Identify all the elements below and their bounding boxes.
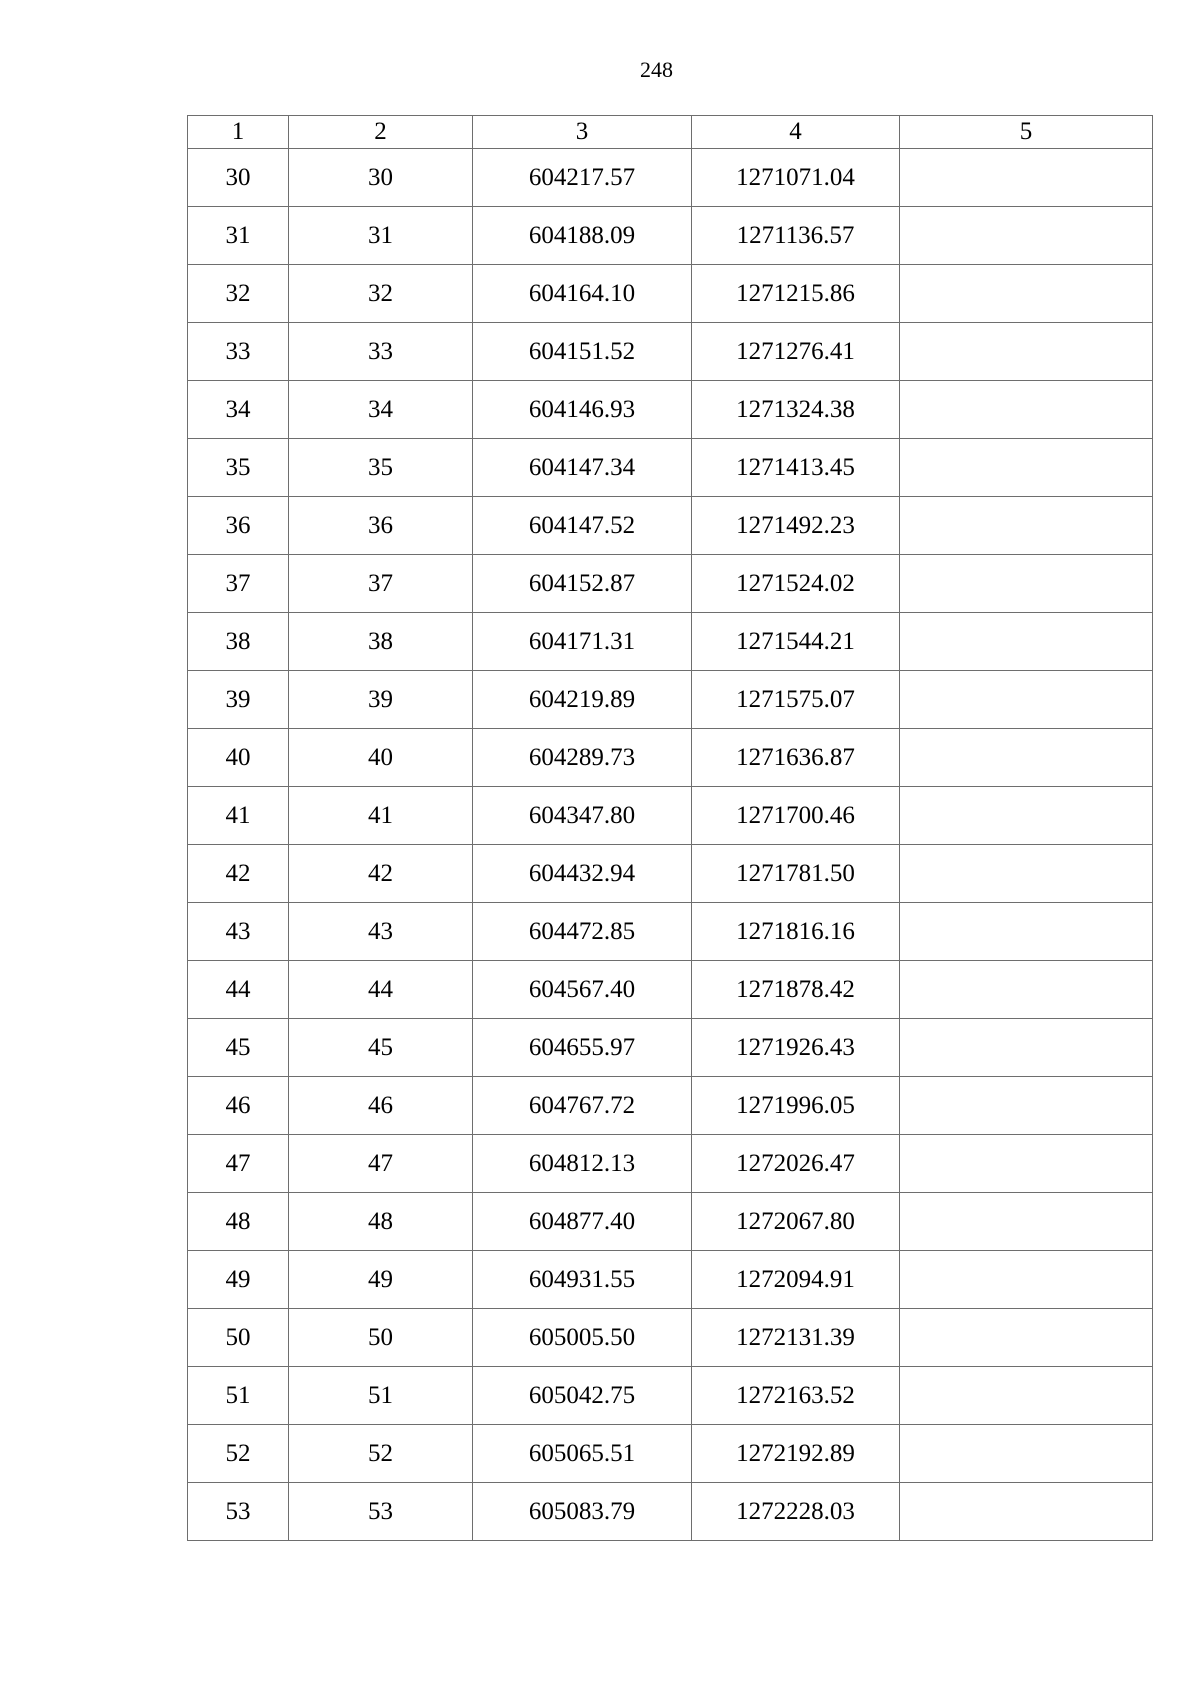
table-cell: 1272192.89 xyxy=(692,1425,900,1483)
table-cell xyxy=(900,1135,1153,1193)
table-cell xyxy=(900,961,1153,1019)
table-cell: 604655.97 xyxy=(473,1019,692,1077)
table-cell: 37 xyxy=(289,555,473,613)
table-cell xyxy=(900,497,1153,555)
table-cell: 32 xyxy=(289,265,473,323)
table-cell: 47 xyxy=(188,1135,289,1193)
table-cell: 605083.79 xyxy=(473,1483,692,1541)
table-header-row xyxy=(188,116,1153,149)
table-row xyxy=(188,1425,1153,1483)
table-cell: 50 xyxy=(289,1309,473,1367)
table-cell: 31 xyxy=(289,207,473,265)
table-row xyxy=(188,1193,1153,1251)
table-cell: 604147.52 xyxy=(473,497,692,555)
table-cell: 1271136.57 xyxy=(692,207,900,265)
table-cell: 1271996.05 xyxy=(692,1077,900,1135)
table-cell: 604151.52 xyxy=(473,323,692,381)
table-cell: 604472.85 xyxy=(473,903,692,961)
table-cell: 33 xyxy=(289,323,473,381)
table-cell: 1271492.23 xyxy=(692,497,900,555)
table-cell: 51 xyxy=(289,1367,473,1425)
table-cell: 41 xyxy=(188,787,289,845)
table-cell: 1272094.91 xyxy=(692,1251,900,1309)
table-cell: 49 xyxy=(188,1251,289,1309)
table-row xyxy=(188,1077,1153,1135)
table-cell: 45 xyxy=(289,1019,473,1077)
table-cell: 34 xyxy=(188,381,289,439)
table-cell: 1271071.04 xyxy=(692,149,900,207)
table-cell: 1271926.43 xyxy=(692,1019,900,1077)
table-row xyxy=(188,149,1153,207)
table-cell: 53 xyxy=(289,1483,473,1541)
table-cell: 604171.31 xyxy=(473,613,692,671)
table-cell xyxy=(900,1077,1153,1135)
table-row xyxy=(188,1483,1153,1541)
table-cell xyxy=(900,207,1153,265)
table-cell: 604931.55 xyxy=(473,1251,692,1309)
table-cell: 44 xyxy=(289,961,473,1019)
table-cell: 46 xyxy=(289,1077,473,1135)
table-cell: 1271816.16 xyxy=(692,903,900,961)
table-cell: 604347.80 xyxy=(473,787,692,845)
table-cell: 45 xyxy=(188,1019,289,1077)
table-cell xyxy=(900,1251,1153,1309)
table-cell: 37 xyxy=(188,555,289,613)
table-row xyxy=(188,1309,1153,1367)
table-cell xyxy=(900,671,1153,729)
table-cell: 39 xyxy=(289,671,473,729)
table-cell: 1271544.21 xyxy=(692,613,900,671)
table-row xyxy=(188,613,1153,671)
table-cell xyxy=(900,323,1153,381)
table-cell xyxy=(900,1193,1153,1251)
table-cell: 604767.72 xyxy=(473,1077,692,1135)
table-cell: 43 xyxy=(289,903,473,961)
page-number: 248 xyxy=(640,57,673,82)
table-cell: 1272026.47 xyxy=(692,1135,900,1193)
table-row xyxy=(188,323,1153,381)
table-cell: 35 xyxy=(188,439,289,497)
table-cell: 604877.40 xyxy=(473,1193,692,1251)
table-cell: 605042.75 xyxy=(473,1367,692,1425)
table-cell: 47 xyxy=(289,1135,473,1193)
table-cell: 46 xyxy=(188,1077,289,1135)
table-cell: 1272163.52 xyxy=(692,1367,900,1425)
table-cell: 604219.89 xyxy=(473,671,692,729)
table-cell: 1271700.46 xyxy=(692,787,900,845)
table-cell: 605005.50 xyxy=(473,1309,692,1367)
table-row xyxy=(188,1251,1153,1309)
table-cell: 33 xyxy=(188,323,289,381)
table-cell: 36 xyxy=(289,497,473,555)
table-row xyxy=(188,555,1153,613)
table-cell: 1271324.38 xyxy=(692,381,900,439)
table-cell: 52 xyxy=(188,1425,289,1483)
table-cell xyxy=(900,1309,1153,1367)
table-cell xyxy=(900,845,1153,903)
table-cell xyxy=(900,787,1153,845)
table-cell xyxy=(900,439,1153,497)
column-header: 2 xyxy=(289,116,473,149)
table-cell: 604188.09 xyxy=(473,207,692,265)
table-cell xyxy=(900,729,1153,787)
table-cell: 34 xyxy=(289,381,473,439)
table-cell: 604567.40 xyxy=(473,961,692,1019)
table-row xyxy=(188,845,1153,903)
table-cell: 604217.57 xyxy=(473,149,692,207)
table-cell: 1271215.86 xyxy=(692,265,900,323)
table-cell: 604147.34 xyxy=(473,439,692,497)
table-row xyxy=(188,729,1153,787)
table-cell: 53 xyxy=(188,1483,289,1541)
table-cell xyxy=(900,613,1153,671)
table-cell: 48 xyxy=(289,1193,473,1251)
table-cell: 40 xyxy=(188,729,289,787)
table-cell xyxy=(900,555,1153,613)
column-header: 5 xyxy=(900,116,1153,149)
table-cell: 35 xyxy=(289,439,473,497)
table-cell: 1272131.39 xyxy=(692,1309,900,1367)
table-row xyxy=(188,671,1153,729)
table-row xyxy=(188,265,1153,323)
table-cell: 38 xyxy=(289,613,473,671)
table-cell: 1271878.42 xyxy=(692,961,900,1019)
table-cell: 1271575.07 xyxy=(692,671,900,729)
table-cell: 48 xyxy=(188,1193,289,1251)
table-cell: 1271524.02 xyxy=(692,555,900,613)
table-row xyxy=(188,207,1153,265)
table-cell: 605065.51 xyxy=(473,1425,692,1483)
table-cell: 1271276.41 xyxy=(692,323,900,381)
table-cell: 36 xyxy=(188,497,289,555)
table-cell: 1272067.80 xyxy=(692,1193,900,1251)
table-cell xyxy=(900,1367,1153,1425)
table-cell: 39 xyxy=(188,671,289,729)
table-cell xyxy=(900,1019,1153,1077)
table-cell: 604164.10 xyxy=(473,265,692,323)
table-cell: 41 xyxy=(289,787,473,845)
table-cell xyxy=(900,381,1153,439)
column-header: 3 xyxy=(473,116,692,149)
column-header: 4 xyxy=(692,116,900,149)
table-cell: 50 xyxy=(188,1309,289,1367)
table-cell: 40 xyxy=(289,729,473,787)
table-cell: 42 xyxy=(289,845,473,903)
table-cell xyxy=(900,903,1153,961)
table-cell: 604432.94 xyxy=(473,845,692,903)
table-row xyxy=(188,497,1153,555)
table-cell: 44 xyxy=(188,961,289,1019)
table-cell: 1271636.87 xyxy=(692,729,900,787)
table-cell: 30 xyxy=(188,149,289,207)
table-cell: 604812.13 xyxy=(473,1135,692,1193)
table-cell xyxy=(900,1483,1153,1541)
table-cell: 604152.87 xyxy=(473,555,692,613)
table-row xyxy=(188,961,1153,1019)
table-cell: 38 xyxy=(188,613,289,671)
table-cell: 1271781.50 xyxy=(692,845,900,903)
table-cell: 604146.93 xyxy=(473,381,692,439)
table-row xyxy=(188,1019,1153,1077)
table-cell: 30 xyxy=(289,149,473,207)
table-cell xyxy=(900,1425,1153,1483)
table-row xyxy=(188,1135,1153,1193)
table-cell: 43 xyxy=(188,903,289,961)
table-cell: 1272228.03 xyxy=(692,1483,900,1541)
table-cell xyxy=(900,265,1153,323)
table-row xyxy=(188,439,1153,497)
table-cell: 31 xyxy=(188,207,289,265)
table-cell: 49 xyxy=(289,1251,473,1309)
table-body xyxy=(188,149,1153,1541)
table-row xyxy=(188,787,1153,845)
table-row xyxy=(188,1367,1153,1425)
table-cell xyxy=(900,149,1153,207)
table-cell: 604289.73 xyxy=(473,729,692,787)
table-cell: 1271413.45 xyxy=(692,439,900,497)
table-cell: 52 xyxy=(289,1425,473,1483)
coordinates-table xyxy=(187,115,1153,1541)
table-cell: 51 xyxy=(188,1367,289,1425)
table-cell: 42 xyxy=(188,845,289,903)
table-row xyxy=(188,903,1153,961)
table-cell: 32 xyxy=(188,265,289,323)
table-row xyxy=(188,381,1153,439)
column-header: 1 xyxy=(188,116,289,149)
